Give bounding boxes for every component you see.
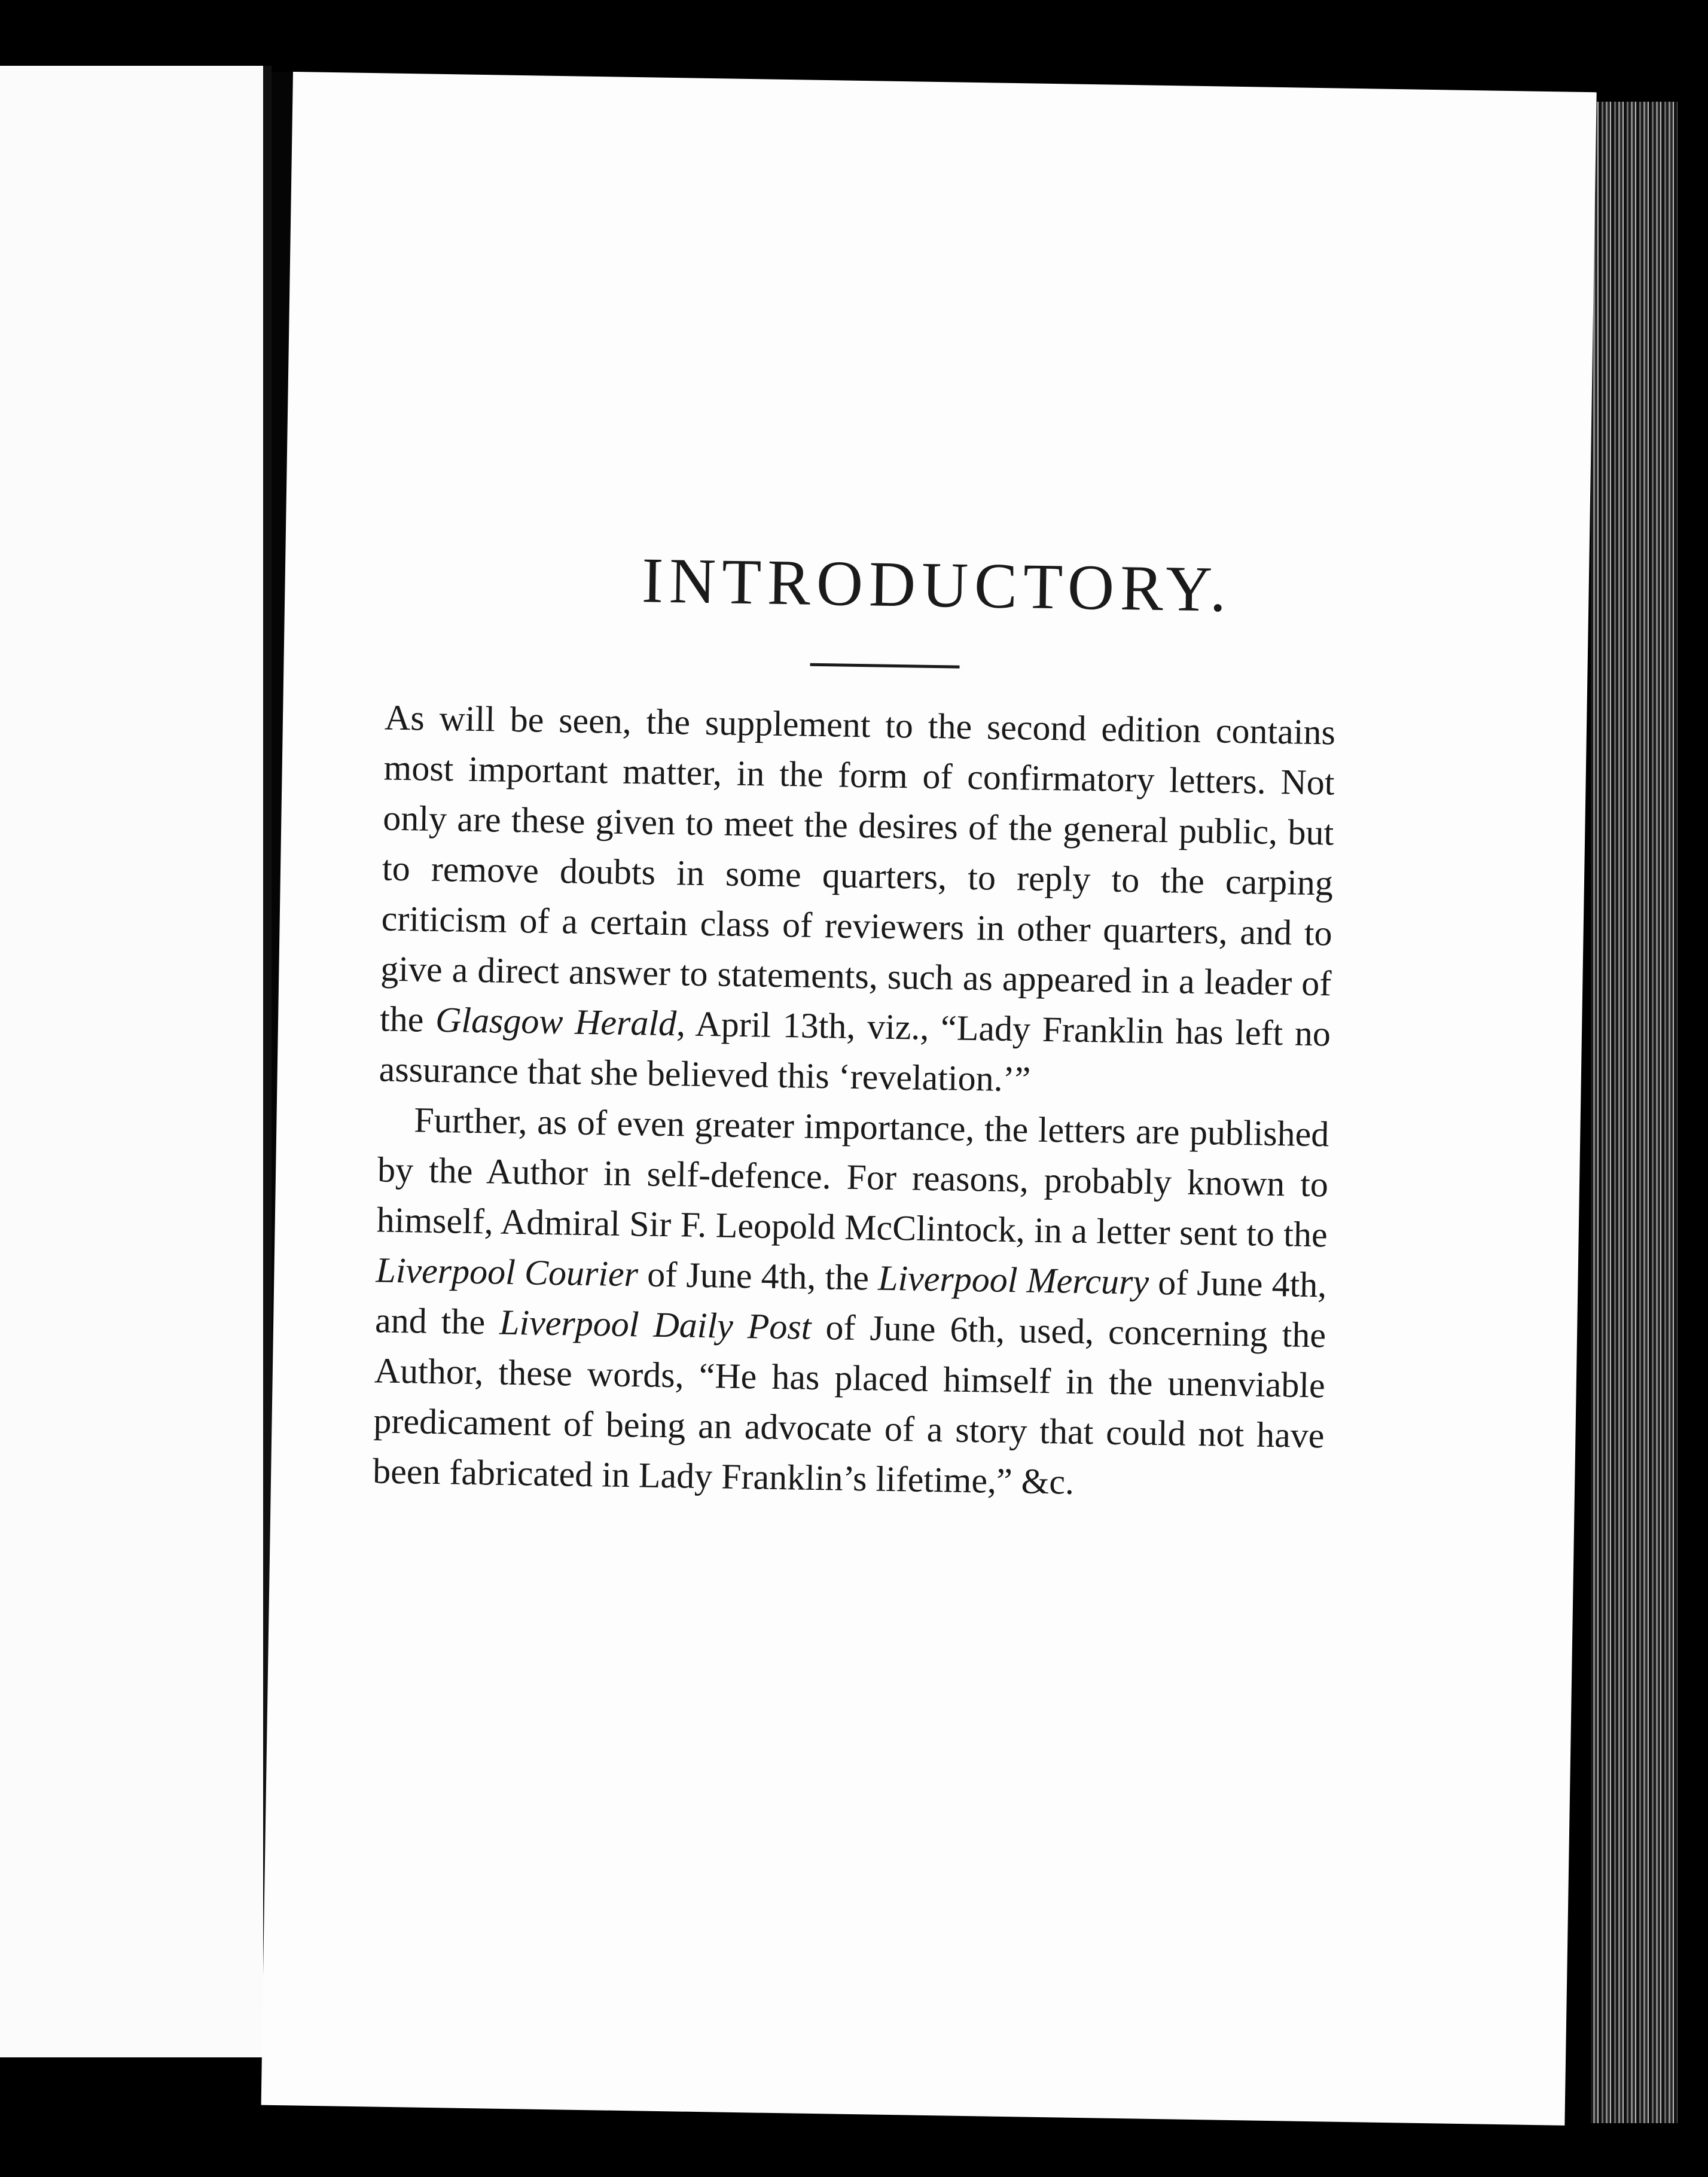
paragraph-2-text-2: of June 4th, the: [638, 1254, 879, 1298]
newspaper-title-liverpool-daily-post: Liverpool Daily Post: [499, 1302, 812, 1347]
page-edges: [1591, 102, 1678, 2123]
newspaper-title-glasgow-herald: Glasgow Herald: [435, 999, 677, 1044]
right-page: [261, 72, 1597, 2126]
paragraph-1-text-1: As will be seen, the supplement to the second edition contains most important matter, in the form of confirmatory letters. Not only are these given to meet the desires of the general public, but to remove doubts in some quarters, to reply to the carping criticism of a certain class of reviewers in other quarters, and to give a direct answer to statements, such as appeared in a leader of the: [379, 697, 1336, 1039]
left-page: [0, 66, 272, 2057]
body-text: [373, 693, 1336, 1511]
paragraph-1: [379, 693, 1335, 1109]
paragraph-2-text-4: of June 6th, used, concerning the Author, these words, “He has placed himself in the unenviable predicament of being an advocate of a story that could not have been fabricated in Lady Franklin’s lifetime,” &c.: [372, 1307, 1326, 1502]
paragraph-2: [373, 1094, 1329, 1511]
heading-rule: [810, 663, 959, 669]
paragraph-1-text-2: , April 13th, viz., “Lady Franklin has left no assurance that she believed this ‘revelation.’”: [379, 1004, 1331, 1099]
newspaper-title-liverpool-mercury: Liverpool Mercury: [877, 1258, 1149, 1302]
page-heading: INTRODUCTORY.: [641, 545, 1233, 626]
paragraph-2-text-3: of June 4th, and the: [374, 1262, 1327, 1342]
paragraph-2-text-1: Further, as of even greater importance, the letters are published by the Author in self-defence. For reasons, probably known to himself, Admiral Sir F. Leopold McClintock, in a letter sent to the: [376, 1100, 1329, 1255]
newspaper-title-liverpool-courier: Liverpool Courier: [376, 1250, 639, 1294]
